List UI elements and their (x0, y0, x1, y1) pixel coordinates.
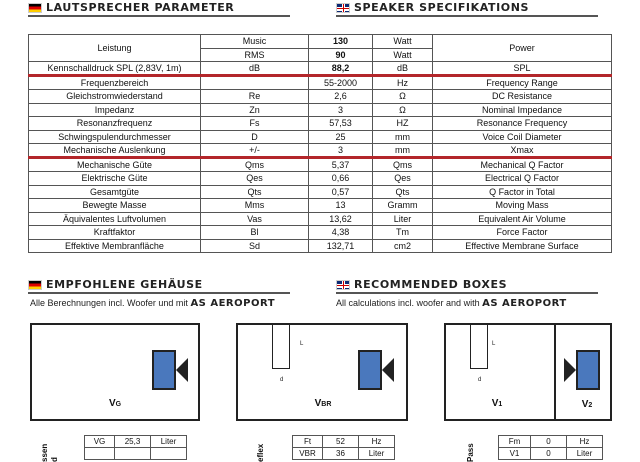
box-table-cell: Hz (567, 436, 603, 448)
spec-row (29, 158, 612, 172)
spec-value: 5,37 (309, 158, 373, 172)
header-divider-left (28, 15, 290, 17)
note-en (336, 298, 567, 309)
closed-box-table (84, 435, 187, 460)
spec-row (29, 172, 612, 186)
box-table-cell (151, 448, 187, 460)
note-en-text: All calculations incl. woofer and with (336, 298, 480, 308)
spec-label-de: Mechanische Güte (29, 158, 201, 172)
spec-label-en: Q Factor in Total (433, 185, 612, 199)
spec-label-de: Kennschalldruck SPL (2,83V, 1m) (29, 62, 201, 76)
spec-symbol: D (201, 130, 309, 144)
bp-table-side-label: Pass (466, 443, 475, 462)
spec-row (29, 239, 612, 253)
box-table-cell (85, 448, 115, 460)
boxes-header-en (336, 277, 507, 292)
spec-unit: mm (373, 130, 433, 144)
spec-value: 132,71 (309, 239, 373, 253)
spec-label-de: Resonanzfrequenz (29, 117, 201, 131)
spec-row (29, 130, 612, 144)
box-table-cell: Hz (359, 436, 395, 448)
dim-l: L (300, 341, 304, 347)
spec-unit: Ω (373, 103, 433, 117)
spec-symbol: +/- (201, 144, 309, 158)
brand-name: AS AEROPORT (190, 298, 276, 309)
spec-unit: Qts (373, 185, 433, 199)
spec-unit: Liter (373, 212, 433, 226)
spec-label-en: Mechanical Q Factor (433, 158, 612, 172)
spec-unit: dB (373, 62, 433, 76)
closed-box-label: VG (108, 398, 122, 409)
box-table-cell: 52 (323, 436, 359, 448)
spec-value: 88,2 (309, 62, 373, 76)
box-table-cell: 25,3 (115, 436, 151, 448)
box-table-cell: V1 (499, 448, 531, 460)
spec-symbol: Sd (201, 239, 309, 253)
spec-label-en: Frequency Range (433, 76, 612, 90)
spec-symbol (201, 76, 309, 90)
header-en (336, 0, 529, 15)
spec-value: 90 (309, 48, 373, 62)
spec-label-de: Gesamtgüte (29, 185, 201, 199)
spec-label-de: Mechanische Auslenkung (29, 144, 201, 158)
spec-label-de: Effektive Membranfläche (29, 239, 201, 253)
bandpass-v1-label: V1 (491, 398, 503, 409)
header-de-title: LAUTSPRECHER PARAMETER (46, 1, 235, 14)
spec-row (29, 76, 612, 90)
spec-row (29, 103, 612, 117)
spec-unit: Hz (373, 76, 433, 90)
box-table-cell: 36 (323, 448, 359, 460)
br-table-side-label: eflex (256, 443, 265, 462)
spec-unit: Qes (373, 172, 433, 186)
spec-row (29, 144, 612, 158)
note-de-text: Alle Berechnungen incl. Woofer und mit (30, 298, 188, 308)
spec-label-de: Äquivalentes Luftvolumen (29, 212, 201, 226)
box-table-cell: 0 (531, 448, 567, 460)
spec-label-de: Impedanz (29, 103, 201, 117)
port-icon (470, 325, 488, 369)
spec-unit: mm (373, 144, 433, 158)
dim-l: L (492, 341, 496, 347)
spec-symbol: Mms (201, 199, 309, 213)
spec-unit: Ω (373, 90, 433, 104)
box-table-row (499, 436, 603, 448)
chamber-divider (554, 325, 556, 419)
spec-label-de: Elektrische Güte (29, 172, 201, 186)
spec-symbol: Bl (201, 226, 309, 240)
spec-label-de: Frequenzbereich (29, 76, 201, 90)
spec-value: 25 (309, 130, 373, 144)
boxes-divider-left (28, 292, 290, 294)
dim-d: d (478, 377, 482, 383)
brand-name: AS AEROPORT (482, 298, 567, 309)
box-table-row (85, 436, 187, 448)
spec-label-en: Power (433, 35, 612, 62)
spec-label-en: Effective Membrane Surface (433, 239, 612, 253)
boxes-header-de (28, 277, 203, 292)
box-table-cell: Fm (499, 436, 531, 448)
bandpass-v2-label: V2 (581, 399, 593, 410)
box-table-cell (115, 448, 151, 460)
spec-row (29, 212, 612, 226)
box-table-cell: Liter (567, 448, 603, 460)
speaker-spec-table (28, 34, 612, 253)
spec-unit: HZ (373, 117, 433, 131)
spec-unit: Qms (373, 158, 433, 172)
spec-value: 0,66 (309, 172, 373, 186)
spec-unit: cm2 (373, 239, 433, 253)
port-icon (272, 325, 290, 369)
germany-flag-icon (28, 280, 42, 290)
spec-symbol: Music (201, 35, 309, 49)
spec-label-en: Resonance Frequency (433, 117, 612, 131)
spec-row (29, 199, 612, 213)
spec-value: 4,38 (309, 226, 373, 240)
germany-flag-icon (28, 3, 42, 13)
spec-value: 3 (309, 144, 373, 158)
bandpass-box-table (498, 435, 603, 460)
spec-symbol: dB (201, 62, 309, 76)
spec-value: 13 (309, 199, 373, 213)
uk-flag-icon (336, 280, 350, 290)
spec-label-de: Gleichstromwiederstand (29, 90, 201, 104)
bassreflex-box-diagram (236, 323, 408, 421)
box-table-cell: 0 (531, 436, 567, 448)
spec-label-en: Nominal Impedance (433, 103, 612, 117)
header-divider-right (336, 15, 598, 17)
spec-value: 13,62 (309, 212, 373, 226)
spec-label-en: SPL (433, 62, 612, 76)
spec-label-de: Leistung (29, 35, 201, 62)
spec-symbol: Qts (201, 185, 309, 199)
spec-label-en: Equivalent Air Volume (433, 212, 612, 226)
spec-value: 2,6 (309, 90, 373, 104)
box-table-cell: Liter (359, 448, 395, 460)
spec-label-en: Electrical Q Factor (433, 172, 612, 186)
spec-symbol: Re (201, 90, 309, 104)
spec-symbol: Fs (201, 117, 309, 131)
spec-symbol: Vas (201, 212, 309, 226)
spec-unit: Gramm (373, 199, 433, 213)
bassreflex-box-label: VBR (314, 398, 332, 409)
box-table-row (293, 448, 395, 460)
spec-symbol: Zn (201, 103, 309, 117)
spec-row (29, 185, 612, 199)
spec-label-de: Kraftfaktor (29, 226, 201, 240)
boxes-divider-right (336, 292, 598, 294)
boxes-en-title: RECOMMENDED BOXES (354, 278, 508, 291)
spec-unit: Tm (373, 226, 433, 240)
spec-unit: Watt (373, 48, 433, 62)
header-en-title: SPEAKER SPECIFIKATIONS (354, 1, 530, 14)
bassreflex-box-table (292, 435, 395, 460)
spec-value: 55-2000 (309, 76, 373, 90)
bandpass-box-diagram (444, 323, 612, 421)
spec-label-en: Force Factor (433, 226, 612, 240)
spec-row (29, 62, 612, 76)
dim-d: d (280, 377, 284, 383)
spec-label-en: Moving Mass (433, 199, 612, 213)
note-de (30, 298, 275, 309)
uk-flag-icon (336, 3, 350, 13)
box-table-row (85, 448, 187, 460)
spec-label-en: Voice Coil Diameter (433, 130, 612, 144)
spec-row (29, 90, 612, 104)
spec-label-de: Schwingspulendurchmesser (29, 130, 201, 144)
spec-symbol: Qms (201, 158, 309, 172)
spec-label-de: Bewegte Masse (29, 199, 201, 213)
boxes-de-title: EMPFOHLENE GEHÄUSE (46, 278, 203, 291)
box-table-cell: Ft (293, 436, 323, 448)
spec-value: 57,53 (309, 117, 373, 131)
spec-value: 0,57 (309, 185, 373, 199)
closed-box-diagram (30, 323, 200, 421)
closed-table-side-label: ssen (40, 443, 49, 462)
spec-symbol: Qes (201, 172, 309, 186)
spec-value: 3 (309, 103, 373, 117)
spec-label-en: Xmax (433, 144, 612, 158)
spec-symbol: RMS (201, 48, 309, 62)
closed-table-side-label-2: d (50, 457, 59, 462)
box-table-row (293, 436, 395, 448)
box-table-cell: VG (85, 436, 115, 448)
spec-value: 130 (309, 35, 373, 49)
spec-row (29, 226, 612, 240)
box-table-cell: VBR (293, 448, 323, 460)
spec-label-en: DC Resistance (433, 90, 612, 104)
box-table-cell: Liter (151, 436, 187, 448)
box-table-row (499, 448, 603, 460)
spec-row (29, 35, 612, 49)
spec-unit: Watt (373, 35, 433, 49)
spec-row (29, 117, 612, 131)
header-de (28, 0, 234, 15)
